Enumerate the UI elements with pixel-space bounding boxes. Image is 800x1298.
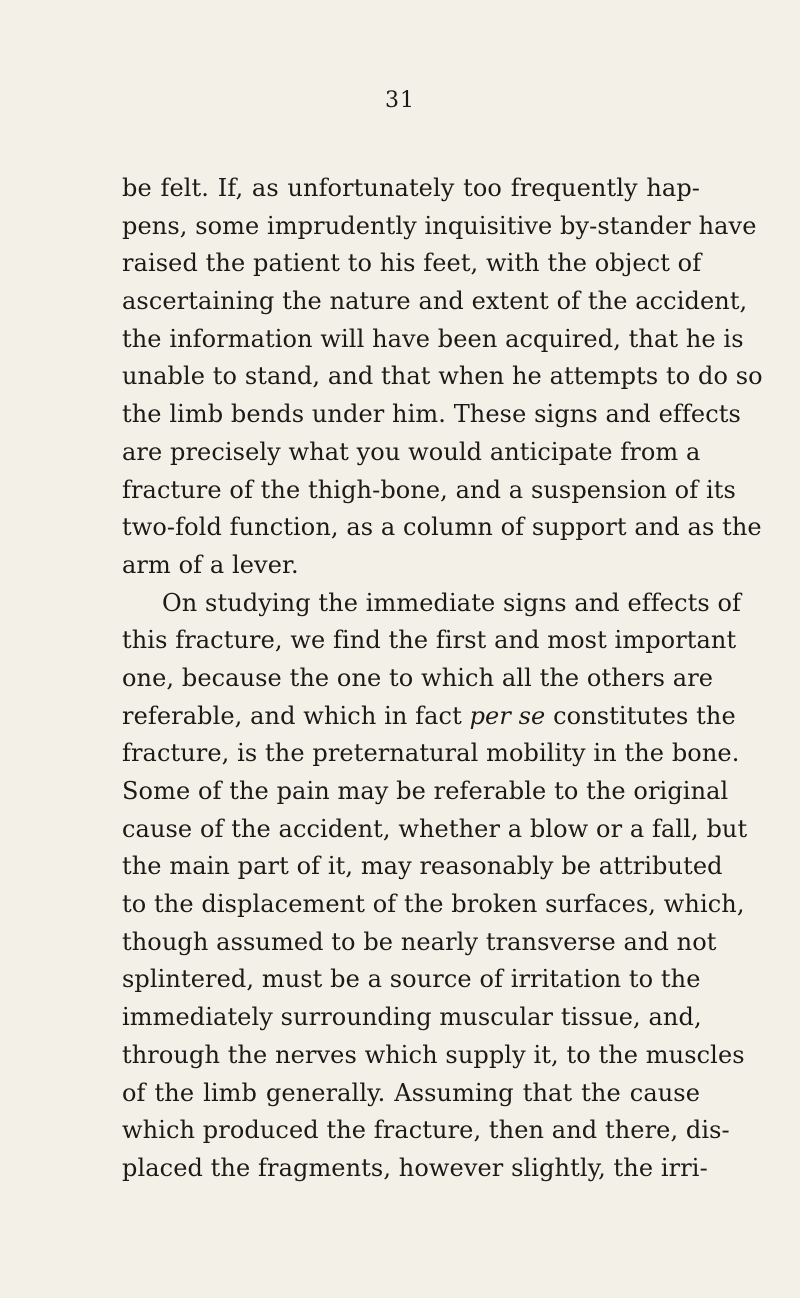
text-line: cause of the accident, whether a blow or a fall, but xyxy=(122,814,748,843)
body-text xyxy=(122,170,763,1188)
text-line: arm of a lever. xyxy=(122,550,299,579)
text-line: pens, some imprudently inquisitive by-stander have xyxy=(122,211,757,240)
text-line: On studying the immediate signs and effects of xyxy=(162,588,742,617)
text-line: placed the fragments, however slightly, the irri- xyxy=(122,1153,708,1182)
italic-phrase: per se xyxy=(469,701,546,730)
text-segment: constitutes the xyxy=(545,701,736,730)
text-line: Some of the pain may be referable to the original xyxy=(122,777,729,805)
text-line: be felt. If, as unfortunately too frequently hap- xyxy=(122,174,700,202)
text-line: immediately surrounding muscular tissue, and, xyxy=(122,1003,702,1032)
text-line: unable to stand, and that when he attempts to do so xyxy=(122,362,763,391)
text-line: through the nerves which supply it, to the muscles xyxy=(122,1040,745,1069)
page-number: 31 xyxy=(385,88,415,113)
text-segment: referable, and which in fact xyxy=(122,701,470,730)
text-line: fracture of the thigh-bone, and a suspension of its xyxy=(122,475,736,504)
text-line: ascertaining the nature and extent of the accident, xyxy=(122,287,748,316)
text-line: one, because the one to which all the others are xyxy=(122,663,714,692)
text-line: though assumed to be nearly transverse and not xyxy=(122,927,717,956)
text-line: the limb bends under him. These signs and effects xyxy=(122,400,741,429)
text-line: this fracture, we find the first and most important xyxy=(122,626,737,655)
text-line: which produced the fracture, then and there, dis- xyxy=(122,1116,730,1145)
text-line: to the displacement of the broken surfaces, which, xyxy=(122,890,745,919)
text-line: the information will have been acquired, that he is xyxy=(122,324,744,353)
text-line: fracture, is the preternatural mobility in the bone. xyxy=(122,739,740,768)
text-line: the main part of it, may reasonably be attributed xyxy=(122,852,723,881)
text-line: splintered, must be a source of irritation to the xyxy=(122,965,701,994)
text-line: are precisely what you would anticipate from a xyxy=(122,437,701,466)
text-line: raised the patient to his feet, with the object of xyxy=(122,249,702,278)
text-line: two-fold function, as a column of support and as the xyxy=(122,513,762,542)
text-line: of the limb generally. Assuming that the cause xyxy=(122,1078,700,1107)
text-line-with-italic xyxy=(122,698,736,736)
